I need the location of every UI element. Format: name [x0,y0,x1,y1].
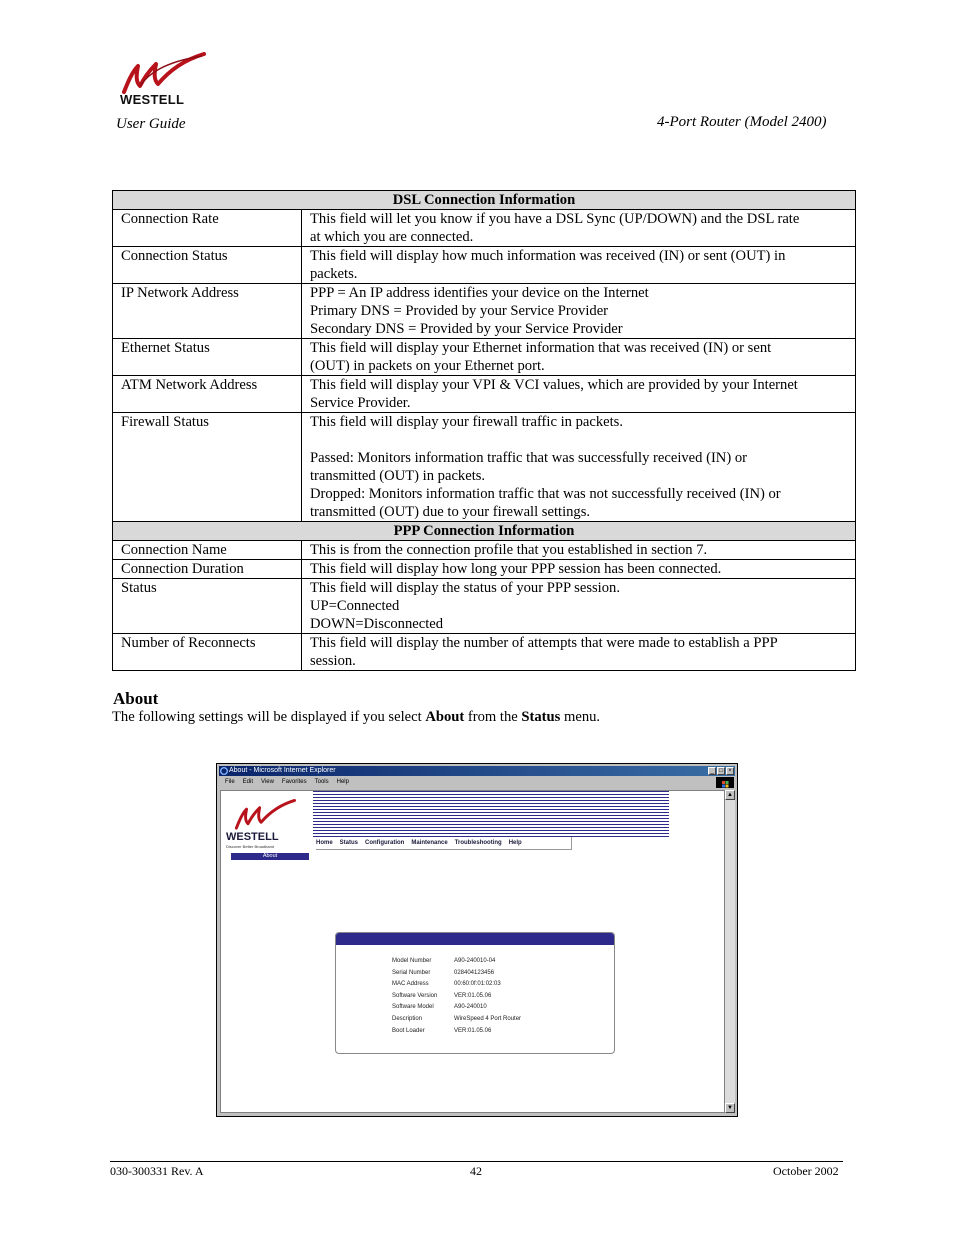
field-name: ATM Network Address [113,376,302,413]
description-line: at which you are connected. [310,229,474,245]
windows-logo-icon [716,777,734,788]
description-line: (OUT) in packets on your Ethernet port. [310,358,545,374]
westell-swoosh-icon [225,799,303,831]
browser-viewport [220,790,725,1113]
inner-westell-logo [225,799,305,849]
info-value: A90-240010 [454,1004,487,1011]
description-line: This field will display your Ethernet information that was received (IN) or sent [310,340,772,356]
window-title-bar [219,766,735,776]
inner-tagline: Discover Better Broadband [226,844,275,849]
table-row [113,247,856,284]
window-title: About - Microsoft Internet Explorer [229,767,336,774]
field-description [302,560,856,579]
description-line: transmitted (OUT) in packets. [310,468,486,484]
info-value: 00:60:0f:01:02:03 [454,981,501,988]
document-type: User Guide [116,116,186,132]
description-line: This field will display the status of your PPP session. [310,580,620,596]
table-row [113,210,856,247]
info-key: Model Number [392,958,432,964]
inner-brand-name: WESTELL [226,831,279,843]
field-description [302,210,856,247]
table-row [113,579,856,634]
info-key: Boot Loader [392,1027,425,1034]
info-key: Software Version [392,992,438,999]
nav-link[interactable]: Configuration [365,840,405,846]
nav-link[interactable]: Troubleshooting [454,840,502,846]
field-name: Ethernet Status [113,339,302,376]
field-name: IP Network Address [113,284,302,339]
menu-item[interactable]: Edit [242,779,254,785]
description-line: PPP = An IP address identifies your device on the Internet [310,285,649,301]
table-section-header [113,522,856,541]
info-key: MAC Address [392,981,429,988]
footer-rule [110,1161,843,1162]
about-description: The following settings will be displayed if you select About from the Status menu. [112,709,601,725]
nav-link[interactable]: Status [339,840,359,846]
info-value: 028404123456 [454,969,495,976]
internet-explorer-icon [220,767,228,775]
info-row [392,1002,521,1014]
menu-item[interactable]: File [225,779,235,785]
about-page-screenshot [216,763,738,1117]
browser-menu-bar [219,777,735,788]
vertical-scrollbar[interactable] [725,790,735,1113]
section-title: PPP Connection Information [113,522,856,541]
window-buttons [708,767,734,775]
info-row [392,1026,521,1038]
table-row [113,413,856,522]
device-info-list [392,956,521,1037]
field-description [302,634,856,671]
description-line: This field will let you know if you have a DSL Sync (UP/DOWN) and the DSL rate [310,211,800,227]
field-description [302,376,856,413]
brand-name: WESTELL [120,92,185,107]
nav-link[interactable]: Home [316,840,333,846]
info-value: VER:01.05.06 [454,1027,492,1034]
info-key: Software Model [392,1004,434,1011]
field-name: Status [113,579,302,634]
menu-item[interactable]: View [261,779,274,785]
info-row [392,968,521,980]
field-name: Connection Duration [113,560,302,579]
section-title: DSL Connection Information [113,191,856,210]
description-line: This field will display how much information was received (IN) or sent (OUT) in [310,248,786,264]
info-key: Description [392,1015,423,1022]
status-info-table [112,190,856,671]
description-line: This field will display the number of attempts that were made to establish a PPP [310,635,778,651]
header-stripes [313,791,669,837]
info-value: WireSpeed 4 Port Router [454,1015,522,1022]
description-line: transmitted (OUT) due to your firewall settings. [310,504,591,520]
field-description [302,579,856,634]
page-number: 42 [470,1164,482,1178]
table-row [113,284,856,339]
close-button[interactable]: × [726,767,734,775]
scroll-up-arrow-icon[interactable]: ▲ [725,790,735,800]
section-heading-about: About [113,689,159,708]
info-row [392,1014,521,1026]
nav-link[interactable]: Maintenance [411,840,448,846]
nav-link[interactable]: Help [508,840,522,846]
description-line: Secondary DNS = Provided by your Service Provider [310,321,623,337]
info-row [392,979,521,991]
info-value: VER:01.05.06 [454,992,492,999]
description-line: Primary DNS = Provided by your Service Provider [310,303,609,319]
field-description [302,247,856,284]
description-line [310,431,848,449]
field-name: Connection Status [113,247,302,284]
description-line: This field will display how long your PPP session has been connected. [310,561,722,577]
table-row [113,560,856,579]
info-row [392,991,521,1003]
description-line: This field will display your VPI & VCI values, which are provided by your Internet [310,377,798,393]
field-description [302,339,856,376]
info-key: Serial Number [392,969,431,976]
description-line: Service Provider. [310,395,411,411]
menu-item[interactable]: Tools [314,779,329,785]
description-line: This field will display your firewall traffic in packets. [310,414,624,430]
scroll-down-arrow-icon[interactable]: ▼ [725,1103,735,1113]
table-row [113,634,856,671]
field-description [302,413,856,522]
card-header-bar [336,933,614,945]
device-info-card [335,932,615,1054]
menu-item[interactable]: Favorites [281,779,307,785]
field-name: Connection Rate [113,210,302,247]
description-line: Dropped: Monitors information traffic that was not successfully received (IN) or [310,486,781,502]
westell-swoosh-icon [114,52,210,96]
table-section-header [113,191,856,210]
table-row [113,541,856,560]
product-name: 4-Port Router (Model 2400) [657,114,827,130]
minimize-button[interactable]: _ [708,767,716,775]
field-description [302,284,856,339]
info-row [392,956,521,968]
westell-logo [114,52,210,108]
document-number: 030-300331 Rev. A [110,1164,204,1178]
description-line: packets. [310,266,358,282]
field-name: Connection Name [113,541,302,560]
menu-item[interactable]: Help [336,779,349,785]
table-row [113,376,856,413]
router-nav-bar [316,837,572,850]
description-line: This is from the connection profile that you established in section 7. [310,542,708,558]
description-line: UP=Connected [310,598,400,614]
description-line: DOWN=Disconnected [310,616,444,632]
field-name: Number of Reconnects [113,634,302,671]
table-row [113,339,856,376]
publication-date: October 2002 [773,1164,839,1178]
description-line: session. [310,653,356,669]
info-value: A90-240010-04 [454,958,496,964]
field-description [302,541,856,560]
field-name: Firewall Status [113,413,302,522]
maximize-button[interactable]: □ [717,767,725,775]
about-tab[interactable]: About [231,853,309,860]
description-line: Passed: Monitors information traffic that was successfully received (IN) or [310,450,748,466]
